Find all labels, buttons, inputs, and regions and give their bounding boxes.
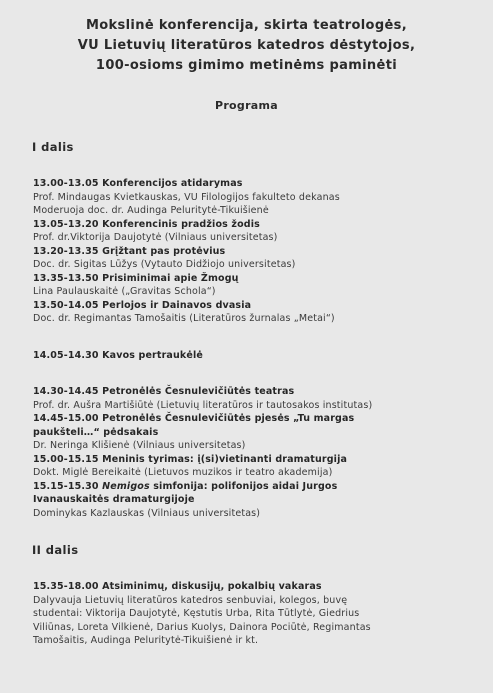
speaker: Prof. dr. Aušra Martišiūtė (Lietuvių literatūros ir tautosakos institutas) <box>33 399 373 411</box>
session-time-title: 13.05-13.20 Konferencinis pradžios žodis <box>33 218 260 230</box>
speaker: Dokt. Miglė Bereikaitė (Lietuvos muzikos ir teatro akademija) <box>33 467 333 478</box>
session-title-rest: simfonija: polifonijos aidai Jurgos <box>153 480 338 492</box>
moderator: Moderuoja doc. dr. Audinga Peluritytė-Tikuišienė <box>33 205 269 216</box>
session-time-title: 13.20-13.35 Grįžtant pas protėvius <box>33 245 226 257</box>
speaker: Doc. dr. Regimantas Tamošaitis (Literatūros žurnalas „Metai“) <box>33 313 335 324</box>
session-title-continued: Ivanauskaitės dramaturgijoje <box>33 494 195 505</box>
break-time-title: 14.05-14.30 Kavos pertraukėlė <box>33 350 203 361</box>
session-time-title: 14.30-14.45 Petronėlės Česnulevičiūtės teatras <box>33 386 295 397</box>
speaker: Lina Paulauskaitė („Gravitas Schola“) <box>33 286 216 297</box>
session-time-title <box>33 480 473 494</box>
part-2-heading: II dalis <box>32 543 79 557</box>
speaker: Dominykas Kazlauskas (Vilniaus universitetas) <box>33 507 261 519</box>
speaker: Prof. Mindaugas Kvietkauskas, VU Filologijos fakulteto dekanas <box>33 191 340 203</box>
speaker: Doc. dr. Sigitas Lūžys (Vytauto Didžiojo universitetas) <box>33 259 296 270</box>
title-line: Mokslinė konferencija, skirta teatrologės, <box>85 18 408 33</box>
session-time-title: 13.35-13.50 Prisiminimai apie Žmogų <box>33 272 239 284</box>
session-time-title: 13.50-14.05 Perlojos ir Dainavos dvasia <box>33 299 252 311</box>
session-time-title: 14.45-15.00 Petronėlės Česnulevičiūtės pjesės „Tu margas <box>33 413 355 424</box>
title-line: VU Lietuvių literatūros katedros dėstytojos, <box>77 38 416 53</box>
session-time-title: 15.00-15.15 Meninis tyrimas: į(si)vietinanti dramaturgija <box>33 453 348 465</box>
part-1-heading: I dalis <box>32 140 74 154</box>
program-heading: Programa <box>214 99 279 112</box>
part-2-session <box>33 580 473 648</box>
conference-title <box>0 16 493 76</box>
part-1-session-2 <box>33 385 473 520</box>
speaker: Dr. Neringa Klišienė (Vilniaus universitetas) <box>33 440 246 451</box>
session-time-title: 13.00-13.05 Konferencijos atidarymas <box>33 178 243 189</box>
session-title-continued: paukšteli…“ pėdsakais <box>33 426 159 438</box>
participants: Viliūnas, Loreta Vilkienė, Darius Kuolys, Dainora Pociūtė, Regimantas <box>33 621 371 633</box>
coffee-break <box>33 349 473 363</box>
speaker: Prof. dr.Viktorija Daujotytė (Vilniaus universitetas) <box>33 232 278 243</box>
session-time-title: 15.35-18.00 Atsiminimų, diskusijų, pokalbių vakaras <box>33 581 322 592</box>
italic-title-word: Nemigos <box>102 480 150 492</box>
participants: studentai: Viktorija Daujotytė, Kęstutis Urba, Rita Tūtlytė, Giedrius <box>33 608 360 619</box>
participants: Dalyvauja Lietuvių literatūros katedros senbuviai, kolegos, buvę <box>33 594 348 606</box>
participants: Tamošaitis, Audinga Peluritytė-Tikuišienė ir kt. <box>33 635 259 646</box>
session-time: 15.15-15.30 <box>33 480 99 492</box>
title-line: 100-osioms gimimo metinėms paminėti <box>95 58 398 73</box>
part-1-session-1 <box>33 177 473 326</box>
